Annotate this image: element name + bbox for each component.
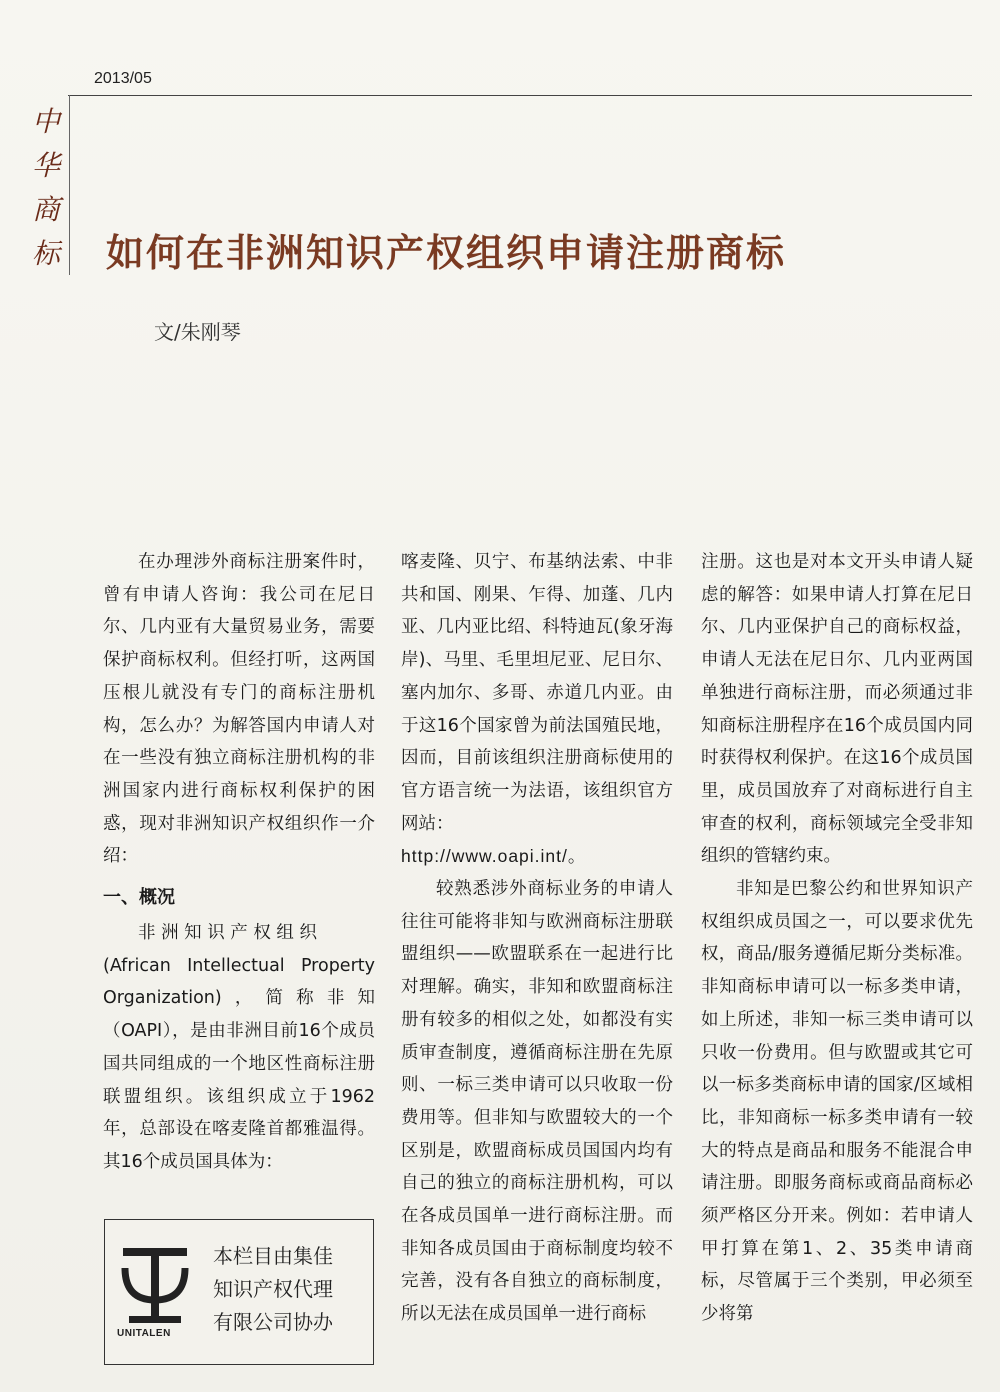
- header-rule: [68, 95, 972, 96]
- masthead-char: 商: [31, 193, 60, 226]
- paragraph: 喀麦隆、贝宁、布基纳法索、中非共和国、刚果、乍得、加蓬、几内亚、几内亚比绍、科特迪瓦(象牙海岸)、马里、毛里坦尼亚、尼日尔、塞内加尔、多哥、赤道几内亚。由于这16个国家曾为前法国殖民地，因而，目前该组织注册商标使用的官方语言统一为法语，该组织官方网站：: [401, 552, 673, 834]
- sponsor-text: [213, 1240, 363, 1339]
- paragraph: 注册。这也是对本文开头申请人疑虑的解答：如果申请人打算在尼日尔、几内亚保护自己的商标权益，申请人无法在尼日尔、几内亚两国单独进行商标注册，而必须通过非知商标注册程序在16个成员国内同时获得权利保护。在这16个成员国里，成员国放弃了对商标进行自主审查的权利，商标领域完全受非知组织的管辖约束。: [701, 552, 973, 867]
- masthead-char: 标: [31, 237, 60, 270]
- section-heading: 一、概况: [103, 887, 175, 909]
- text-column-3: [701, 546, 973, 1331]
- article-title: 如何在非洲知识产权组织申请注册商标: [106, 231, 787, 275]
- sponsor-box: [104, 1219, 374, 1365]
- masthead-char: 中: [31, 105, 60, 138]
- text-column-2: [401, 546, 673, 1331]
- paragraph: 非 洲 知 识 产 权 组 织: [138, 923, 317, 944]
- website-url: http://www.oapi.int/。: [401, 846, 587, 867]
- paragraph: (African Intellectual Property Organization)，简称非知（OAPI），是由非洲目前16个成员国共同组成的一个地区性商标注册联盟组织。该组织成立于1962年，总部设在喀麦隆首都雅温得。其16个成员国具体为：: [103, 955, 375, 1172]
- logo-text: UNITALEN: [117, 1328, 171, 1339]
- bleed-through-area: [700, 255, 970, 475]
- sponsor-line: 本栏目由集佳: [213, 1244, 333, 1268]
- masthead-char: 华: [31, 149, 60, 182]
- paragraph: 较熟悉涉外商标业务的申请人往往可能将非知与欧洲商标注册联盟组织——欧盟联系在一起进行比对理解。确实，非知和欧盟商标注册有较多的相似之处，如都没有实质审查制度，遵循商标注册在先原则、一标三类申请可以只收取一份费用等。但非知与欧盟较大的一个区别是，欧盟商标成员国国内均有自己的独立的商标注册机构，可以在各成员国单一进行商标注册。而非知各成员国由于商标制度均较不完善，没有各自独立的商标制度，所以无法在成员国单一进行商标: [401, 879, 673, 1325]
- sponsor-line: 有限公司协办: [213, 1310, 333, 1334]
- article-author: 文/朱刚琴: [154, 320, 241, 344]
- text-column-1: [103, 546, 375, 1179]
- paragraph: 非知是巴黎公约和世界知识产权组织成员国之一，可以要求优先权，商品/服务遵循尼斯分类标准。非知商标申请可以一标多类申请，如上所述，非知一标三类申请可以只收一份费用。但与欧盟或其它可以一标多类商标申请的国家/区域相比，非知商标一标多类申请有一较大的特点是商品和服务不能混合申请注册。即服务商标或商品商标必须严格区分开来。例如：若申请人甲打算在第1、2、35类申请商标，尽管属于三个类别，甲必须至少将第: [701, 879, 973, 1325]
- paragraph: 在办理涉外商标注册案件时，曾有申请人咨询：我公司在尼日尔、几内亚有大量贸易业务，需要保护商标权利。但经打听，这两国压根儿就没有专门的商标注册机构，怎么办？为解答国内申请人对在一些没有独立商标注册机构的非洲国家内进行商标权利保护的困惑，现对非洲知识产权组织作一介绍：: [103, 552, 375, 867]
- sponsor-line: 知识产权代理: [213, 1277, 333, 1301]
- masthead-vertical: [26, 100, 66, 276]
- masthead-rule: [69, 95, 70, 275]
- bleed-through-area: [400, 285, 670, 525]
- issue-date: 2013/05: [94, 70, 152, 87]
